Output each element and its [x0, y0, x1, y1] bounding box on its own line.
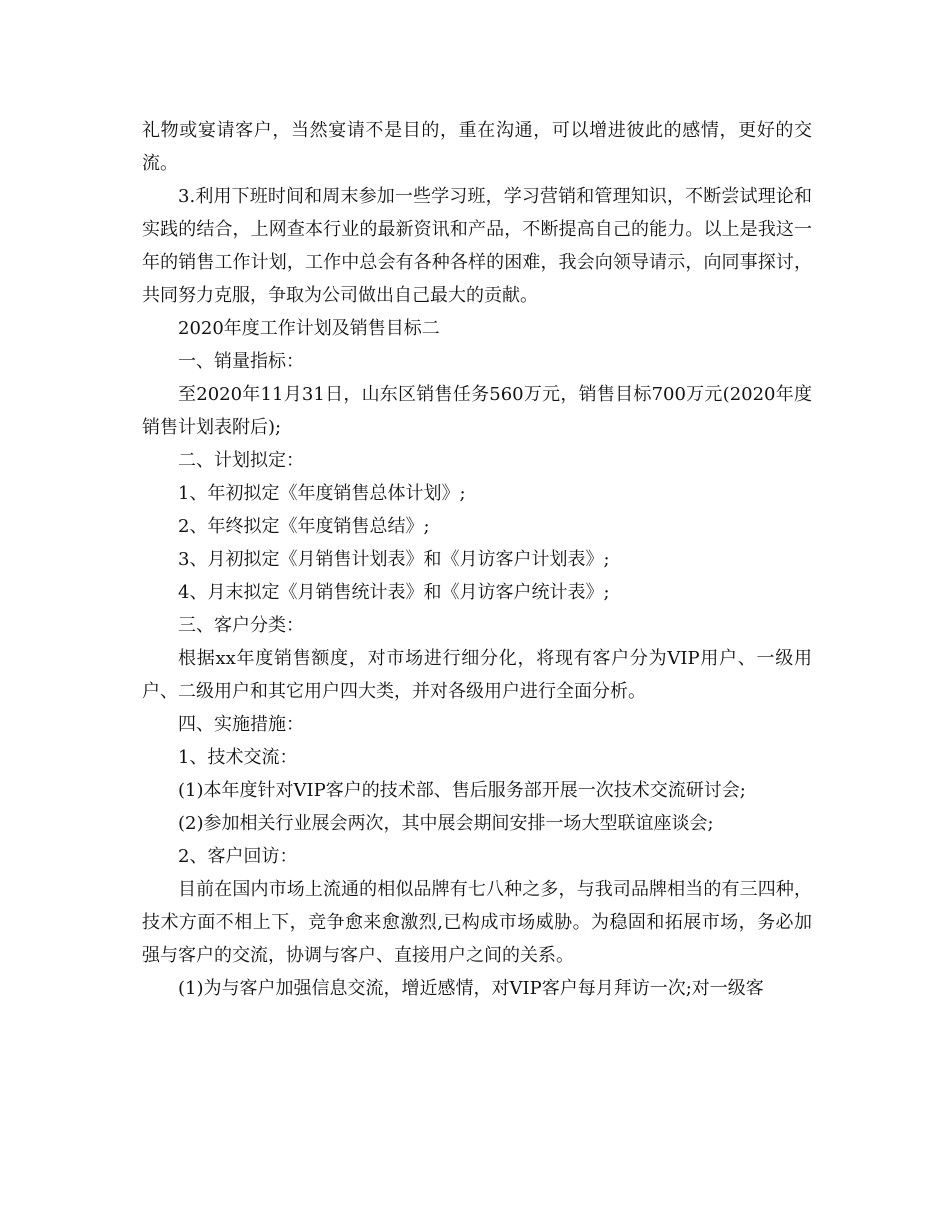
document-body: [142, 114, 812, 1005]
paragraph: (1)本年度针对VIP客户的技术部、售后服务部开展一次技术交流研讨会;: [178, 780, 746, 801]
paragraph: (1)为与客户加强信息交流，增近感情，对VIP客户每月拜访一次;对一级客: [178, 978, 764, 999]
paragraph: 3、月初拟定《月销售计划表》和《月访客户计划表》;: [178, 549, 610, 570]
paragraph: 二、计划拟定：: [178, 450, 304, 471]
paragraph: 3.利用下班时间和周末参加一些学习班，学习营销和管理知识，不断尝试理论和实践的结合，上网查本行业的最新资讯和产品，不断提高自己的能力。以上是我这一年的销售工作计划，工作中总会有各种各样的困难，我会向领导请示，向同事探讨，共同努力克服，争取为公司做出自己最大的贡献。: [142, 186, 812, 306]
paragraph: 至2020年11月31日，山东区销售任务560万元，销售目标700万元(2020年度销售计划表附后);: [142, 384, 812, 438]
paragraph: 四、实施措施：: [178, 714, 304, 735]
paragraph: 2、客户回访：: [178, 846, 298, 867]
paragraph: 目前在国内市场上流通的相似品牌有七八种之多，与我司品牌相当的有三四种，技术方面不相上下，竞争愈来愈激烈,已构成市场威胁。为稳固和拓展市场，务必加强与客户的交流，协调与客户、直接用户之间的关系。: [142, 879, 812, 966]
paragraph: 1、年初拟定《年度销售总体计划》;: [178, 483, 466, 504]
paragraph: 4、月末拟定《月销售统计表》和《月访客户统计表》;: [178, 582, 610, 603]
paragraph: 1、技术交流：: [178, 747, 298, 768]
paragraph: (2)参加相关行业展会两次，其中展会期间安排一场大型联谊座谈会;: [178, 813, 714, 834]
paragraph: 2020年度工作计划及销售目标二: [178, 318, 440, 339]
paragraph: 礼物或宴请客户，当然宴请不是目的，重在沟通，可以增进彼此的感情，更好的交流。: [142, 120, 812, 174]
paragraph: 2、年终拟定《年度销售总结》;: [178, 516, 430, 537]
paragraph: 三、客户分类：: [178, 615, 304, 636]
paragraph: 根据xx年度销售额度，对市场进行细分化，将现有客户分为VIP用户、一级用户、二级用户和其它用户四大类，并对各级用户进行全面分析。: [142, 648, 812, 702]
paragraph: 一、销量指标：: [178, 351, 304, 372]
